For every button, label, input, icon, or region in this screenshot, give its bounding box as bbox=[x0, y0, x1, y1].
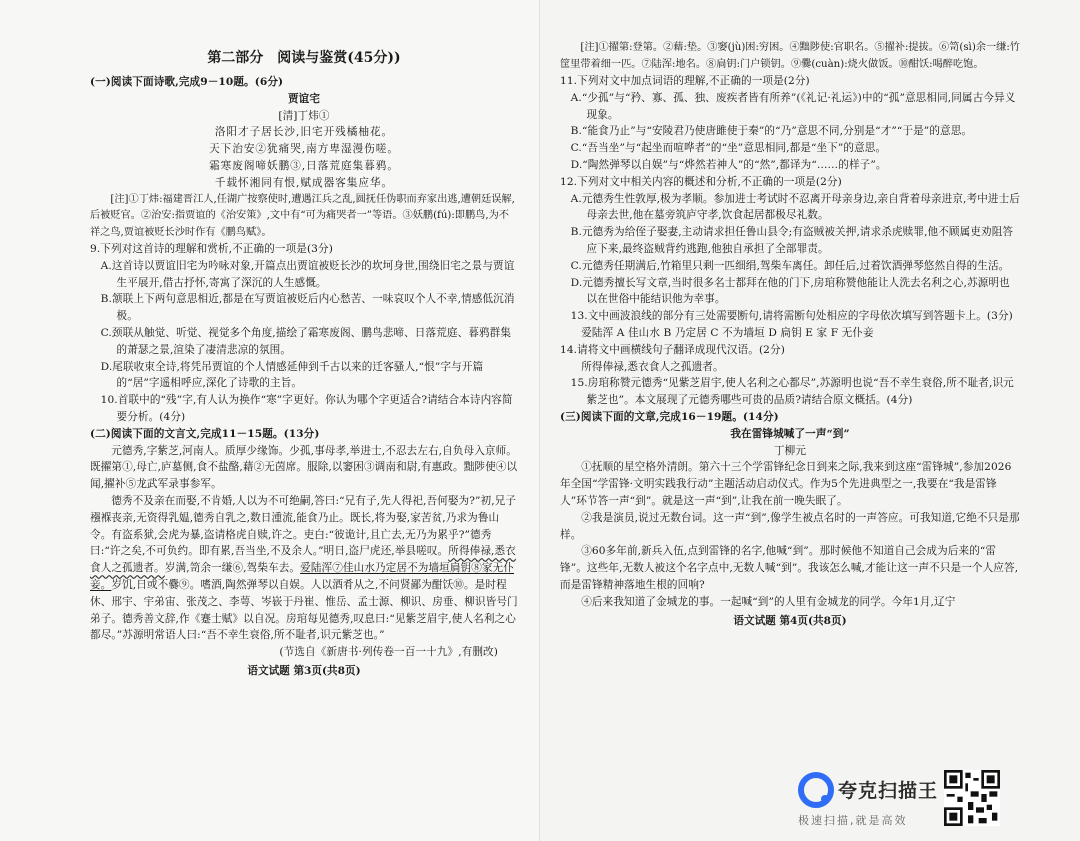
prose-source: (节选自《新唐书·列传卷一百一十九》,有删改) bbox=[279, 646, 498, 659]
essay-paragraph-3: ③60多年前,新兵入伍,点到雷锋的名字,他喊“到”。那时候他不知道自己会成为后来的“雷锋”。这些年,无数人被这个名字点中,无数人喊“到”。我该怎么喊,才能让这一声不只是一个人应答,而是雷锋精神落地生根的回响? bbox=[560, 545, 1019, 591]
question-12-option-c: C.元德秀任期满后,竹箱里只剩一匹细绢,驾柴车离任。卸任后,过着饮酒弹琴悠然自得的生活。 bbox=[570, 259, 1010, 272]
question-14-sentence: 所得俸禄,悉衣食人之孤遗者。 bbox=[581, 360, 724, 373]
prose-paragraph-2 bbox=[90, 493, 518, 644]
brand-name: 夸克扫描王 bbox=[838, 780, 939, 802]
poem-annotation: [注]①丁炜:福建晋江人,任湖广按察使时,遭遇江兵之乱,圆抚任伪职而弃家出逃,遭朝廷误解,后被贬官。②治安:指贾谊的《治安策》,文中有“可为痛哭者一”等语。③妖鹏(fú):即鹏鸟,为不祥之鸟,贾谊被贬长沙时作有《鹏鸟赋》。 bbox=[90, 193, 515, 238]
poem-line: 天下治安②犹痛哭,南方卑湿漫伤嗟。 bbox=[209, 143, 399, 156]
poem-title: 贾谊宅 bbox=[287, 92, 321, 105]
essay-paragraph-2: ②我是演员,说过无数台词。这一声“到”,像学生被点名时的一声答应。可我知道,它绝不只是那样。 bbox=[560, 511, 1020, 541]
essay-author: 丁柳元 bbox=[773, 444, 807, 457]
prose-paragraph-1: 元德秀,字紫芝,河南人。质厚少缘饰。少孤,事母孝,举进士,不忍去左右,自负母入京师。既擢第①,母亡,庐墓侧,食不盐酪,藉②无茵席。服除,以窭困③调南和尉,有惠政。黜陟使④以闻,擢补⑤龙武军录事参军。 bbox=[90, 444, 518, 491]
prose-annotation: [注]①擢第:登第。②藉:垫。③窭(jù)困:穷困。④黜陟使:官职名。⑤擢补:提拔。⑥笥(sì)余一缣:竹筐里带着细一匹。⑦陆浑:地名。⑧扃钥:门户锁钥。⑨爨(cuàn):烧火做饭。⑩酣饫:喝醉吃饱。 bbox=[560, 42, 1020, 70]
section-1-heading: (一)阅读下面诗歌,完成9－10题。(6分) bbox=[90, 76, 284, 88]
poem-line: 霜寒废阁啼妖鹏③,日落荒庭集暮鸦。 bbox=[209, 159, 399, 172]
question-13: 13.文中画波浪线的部分有三处需要断句,请将需断句处相应的字母依次填写到答题卡上。(3分) bbox=[570, 310, 1013, 323]
question-14: 14.请将文中画横线句子翻译成现代汉语。(2分) bbox=[560, 343, 785, 356]
essay-title: 我在雷锋城喊了一声“到” bbox=[730, 427, 850, 440]
exam-page-4 bbox=[540, 0, 1080, 841]
question-11-option-d: D.“陶然弹琴以自娱”与“烨然若神人”的“然”,都译为“……的样子”。 bbox=[570, 158, 887, 171]
question-10: 10.首联中的“残”字,有人认为换作“寒”字更好。你认为哪个字更适合?请结合本诗内容简要分析。(4分) bbox=[100, 394, 513, 424]
question-15: 15.房琯称赞元德秀“见紫芝眉宇,使人名利之心都尽”,苏源明也说“吾不幸生衰俗,所不耻者,识元紫芝也”。本文展现了元德秀哪些可贵的品质?请结合原文概括。(4分) bbox=[570, 377, 1014, 407]
quark-logo-icon bbox=[798, 772, 834, 808]
section-3-heading: (三)阅读下面的文章,完成16－19题。(14分) bbox=[560, 410, 779, 423]
poem-author: [清]丁炜① bbox=[278, 109, 330, 122]
page-number: 语文试题 第3页(共8页) bbox=[247, 665, 361, 677]
prose-text: 岁饥,日或不爨⑨。嗜酒,陶然弹琴以自娱。人以酒肴从之,不问贤鄙为酣饫⑩。是时程休、邢宇、宇弟宙、张茂之、李萼、岑嵚于丹崔、惟岳、孟士源、柳识、房垂、柳识皆号门弟子。德秀善文辞,作《蹇士赋》以自况。房琯每见德秀,叹息曰:“见紫芝眉宇,使人名利之心都尽。”苏源明常语人曰:“吾不幸生衰俗,所不耻者,识元紫芝也。” bbox=[90, 579, 518, 642]
scanner-watermark bbox=[798, 772, 948, 828]
prose-text: 岁满,笥余一缣⑥,驾柴车去。 bbox=[164, 562, 301, 575]
question-12-option-d: D.元德秀擅长写文章,当时很多名士都拜在他的门下,房琯称赞他能让人洗去名利之心,苏源明也以在世俗中能结识他为幸事。 bbox=[570, 276, 1010, 306]
brand-slogan: 极速扫描,就是高效 bbox=[798, 814, 908, 827]
qr-code-icon bbox=[944, 770, 1000, 826]
question-9-stem: 9.下列对这首诗的理解和赏析,不正确的一项是(3分) bbox=[90, 243, 333, 256]
section-2-heading: (二)阅读下面的文言文,完成11－15题。(13分) bbox=[90, 427, 320, 440]
question-12-option-a: A.元德秀生性敦厚,极为孝顺。参加进士考试时不忍离开母亲身边,亲自背着母亲进京,考中进士后母亲去世,他在墓旁筑庐守孝,饮食起居都极尽礼数。 bbox=[570, 192, 1020, 222]
essay-paragraph-4: ④后来我知道了金城龙的事。一起喊“到”的人里有金城龙的同学。今年1月,辽宁 bbox=[581, 595, 956, 608]
question-9-option-b: B.颔联上下两句意思相近,都是在写贾谊被贬后内心愁苦、一味哀叹个人不幸,情感低沉消极。 bbox=[100, 293, 515, 323]
underlined-phrase: 不为墙垣扃钥⑧家无仆妾。 bbox=[90, 562, 514, 592]
poem-line: 千载怀湘同有恨,赋成器客集应华。 bbox=[214, 176, 394, 189]
question-12-stem: 12.下列对文中相关内容的概述和分析,不正确的一项是(2分) bbox=[560, 175, 842, 188]
question-12-option-b: B.元德秀为给侄子娶妻,主动请求担任鲁山县令;有盗贼被关押,请求杀虎赎罪,他不顾属吏劝阻答应下来,最终盗贼背约逃跑,他独自承担了全部罪责。 bbox=[570, 226, 1014, 255]
question-9-option-d: D.尾联收束全诗,将凭吊贾谊的个人情感延伸到千古以来的迁客骚人,“恨”字与开篇的“居”字遥相呼应,深化了诗歌的主旨。 bbox=[100, 360, 484, 390]
poem-line: 洛阳才子居长沙,旧宅开残橘柚花。 bbox=[214, 126, 394, 139]
wavy-underlined-sentence: 所得俸禄,悉衣食人之孤遗者。 bbox=[90, 545, 516, 575]
question-11-stem: 11.下列对文中加点词语的理解,不正确的一项是(2分) bbox=[560, 75, 810, 87]
question-11-option-c: C.“吾当坐”与“起坐而喧哗者”的“坐”意思相同,都是“坐下”的意思。 bbox=[570, 142, 887, 155]
question-9-option-c: C.颈联从触觉、听觉、视觉多个角度,描绘了霜寒废阁、鹏鸟悲啼、日落荒庭、暮鸦群集的萧瑟之景,渲染了凄清悲凉的氛围。 bbox=[100, 327, 512, 356]
essay-paragraph-1: ①抚顺的星空格外清朗。第六十三个学雷锋纪念日到来之际,我来到这座“雷锋城”,参加2026年全国“学雷锋·文明实践我行动”主题活动启动仪式。作为5个先进典型之一,我要在“我是雷锋人”环节答一声“到”。就是这一声“到”,让我在前一晚失眠了。 bbox=[560, 461, 1012, 507]
part-title: 第二部分 阅读与鉴赏(45分)) bbox=[207, 50, 401, 66]
page-number: 语文试题 第4页(共8页) bbox=[733, 614, 847, 627]
question-9-option-a: A.这首诗以贾谊旧宅为吟咏对象,开篇点出贾谊被贬长沙的坎坷身世,围绕旧宅之景与贾谊生平展开,借古抒怀,寄寓了深沉的人生感慨。 bbox=[100, 259, 515, 289]
question-13-sentence: 爱陆浑 A 佳山水 B 乃定居 C 不为墙垣 D 扃钥 E 家 F 无仆妾 bbox=[581, 326, 874, 339]
question-11-option-a: A.“少孤”与“矜、寡、孤、独、废疾者皆有所养”(《礼记·礼运》)中的“孤”意思相同,同属古今异义现象。 bbox=[570, 91, 1016, 121]
prose-text: 德秀不及亲在而娶,不肯婚,人以为不可绝嗣,答曰:“兄有子,先人得祀,吾何娶为?”初,兄子襁褓丧亲,无资得乳媪,德秀自乳之,数日湩流,能食乃止。既长,将为娶,家苦贫,乃求为鲁山令。有盗系狱,会虎为暴,盗请格虎自赎,许之。吏白:“彼诡计,且亡去,无乃为累乎?”德秀曰:“许之矣,不可负约。即有累,吾当坐,不及余人。”明日,盗尸虎还,举县嗟叹。 bbox=[90, 495, 517, 558]
question-11-option-b: B.“能食乃止”与“安陵君乃使唐雎使于秦”的“乃”意思不同,分别是“才”“于是”的意思。 bbox=[570, 125, 973, 138]
underlined-phrase: 爱陆浑⑦佳山水乃定居 bbox=[300, 562, 408, 575]
